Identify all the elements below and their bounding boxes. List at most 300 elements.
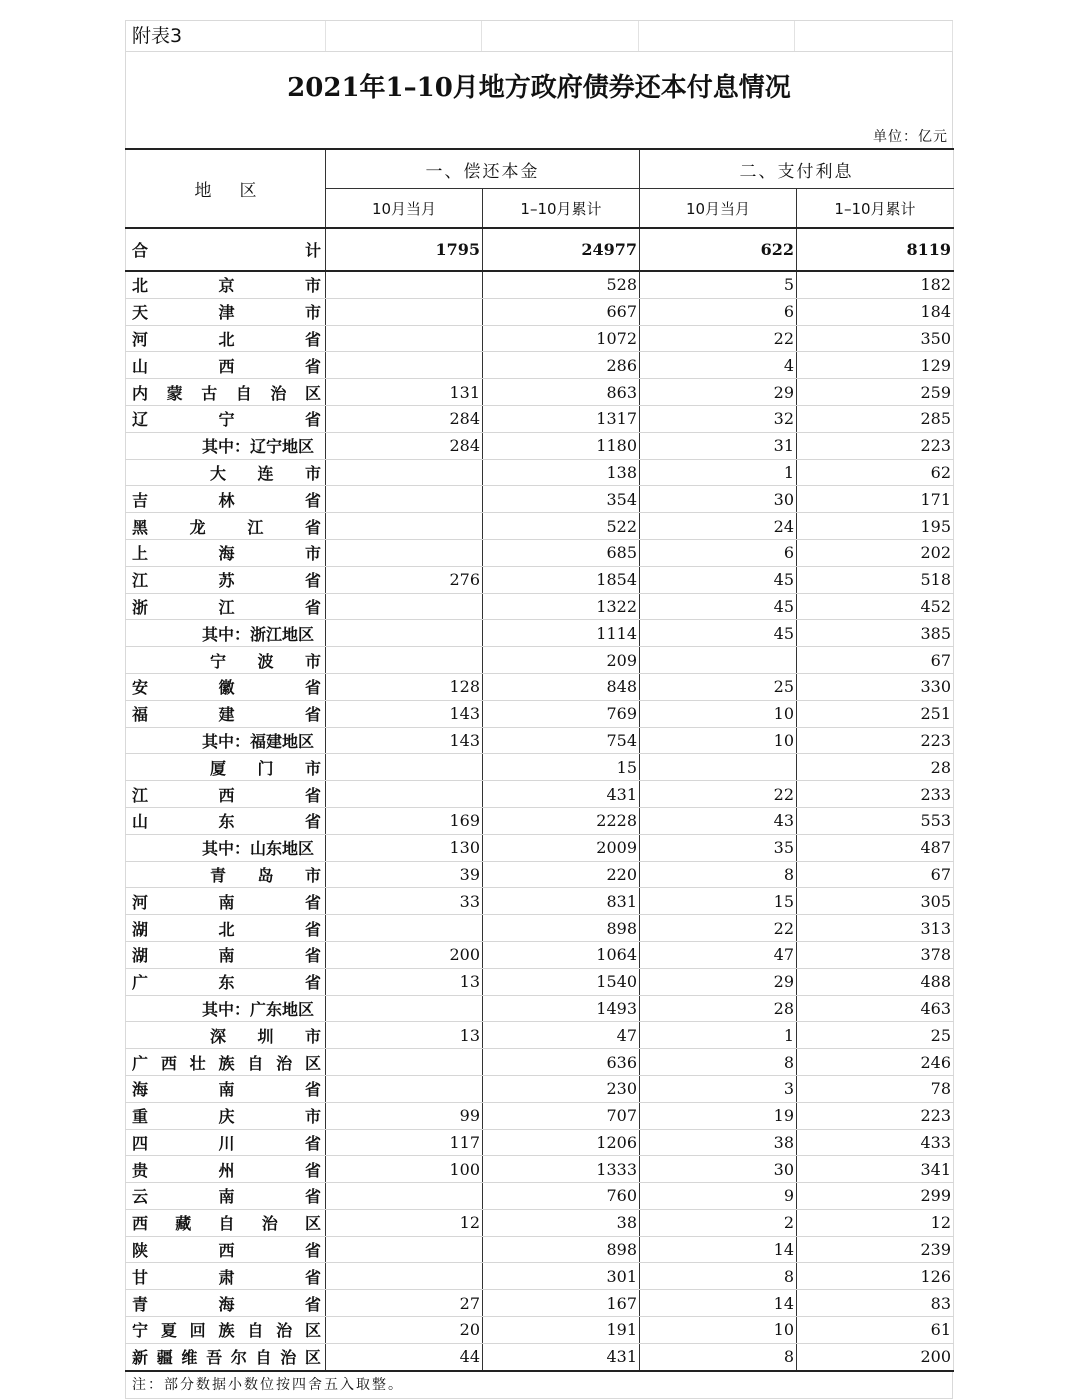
interest-cumulative-cell: 452	[797, 593, 954, 620]
region-name: 湖 南 省	[132, 946, 321, 966]
interest-cumulative-cell: 350	[797, 325, 954, 352]
principal-month-cell	[326, 486, 483, 513]
principal-month-cell	[326, 754, 483, 781]
table-row	[126, 888, 954, 915]
region-name-cell	[126, 1075, 326, 1102]
principal-month-cell	[326, 352, 483, 379]
unit-row	[125, 124, 953, 148]
region-name: 广 西 壮 族 自 治 区	[132, 1053, 321, 1073]
principal-month-cell	[326, 271, 483, 298]
table-row	[126, 915, 954, 942]
principal-cumulative-cell: 636	[483, 1049, 640, 1076]
interest-cumulative-header: 1–10月累计	[797, 189, 954, 229]
region-name-cell	[126, 459, 326, 486]
region-name-cell	[126, 915, 326, 942]
region-name: 山 西 省	[132, 356, 321, 376]
principal-cumulative-cell: 220	[483, 861, 640, 888]
interest-month-cell: 45	[640, 566, 797, 593]
region-name: 甘 肃 省	[132, 1267, 321, 1287]
interest-cumulative-cell: 251	[797, 700, 954, 727]
interest-cumulative-cell: 285	[797, 405, 954, 432]
interest-month-cell: 8	[640, 1343, 797, 1370]
principal-month-cell	[326, 1183, 483, 1210]
region-name: 云 南 省	[132, 1187, 321, 1207]
principal-month-cell	[326, 995, 483, 1022]
table-row	[126, 325, 954, 352]
principal-month-header: 10月当月	[326, 189, 483, 229]
region-name-cell	[126, 271, 326, 298]
principal-cumulative-cell: 1317	[483, 405, 640, 432]
interest-month-cell: 45	[640, 620, 797, 647]
interest-month-cell: 35	[640, 834, 797, 861]
region-name-cell	[126, 486, 326, 513]
table-row	[126, 620, 954, 647]
table-row	[126, 727, 954, 754]
region-name: 西 藏 自 治 区	[132, 1214, 321, 1234]
region-name: 陕 西 省	[132, 1241, 321, 1261]
region-name-cell	[126, 807, 326, 834]
principal-month-cell: 284	[326, 405, 483, 432]
interest-cumulative-cell: 433	[797, 1129, 954, 1156]
table-row	[126, 352, 954, 379]
interest-month-cell	[640, 754, 797, 781]
region-name: 浙 江 省	[132, 597, 321, 617]
principal-month-cell: 117	[326, 1129, 483, 1156]
interest-month-cell: 24	[640, 513, 797, 540]
principal-month-cell	[326, 539, 483, 566]
principal-cumulative-cell: 431	[483, 1343, 640, 1370]
interest-cumulative-cell: 239	[797, 1236, 954, 1263]
principal-cumulative-cell: 1493	[483, 995, 640, 1022]
interest-cumulative-cell: 61	[797, 1317, 954, 1344]
principal-month-cell	[326, 1075, 483, 1102]
principal-cumulative-cell: 191	[483, 1317, 640, 1344]
interest-month-cell: 1	[640, 459, 797, 486]
interest-cumulative-cell: 385	[797, 620, 954, 647]
region-name-cell	[126, 1156, 326, 1183]
sheet-label: 附表3	[132, 25, 183, 47]
region-name-cell	[126, 1317, 326, 1344]
interest-month-cell: 43	[640, 807, 797, 834]
table-row	[126, 754, 954, 781]
interest-month-cell: 14	[640, 1290, 797, 1317]
region-name-cell	[126, 968, 326, 995]
interest-cumulative-cell: 378	[797, 941, 954, 968]
principal-month-cell	[326, 298, 483, 325]
principal-cumulative-cell: 1333	[483, 1156, 640, 1183]
interest-cumulative-cell: 259	[797, 379, 954, 406]
interest-month-cell: 47	[640, 941, 797, 968]
region-name-cell	[126, 566, 326, 593]
region-name-cell	[126, 727, 326, 754]
principal-month-cell: 169	[326, 807, 483, 834]
principal-cumulative-cell: 685	[483, 539, 640, 566]
interest-month-cell: 4	[640, 352, 797, 379]
table-row	[126, 566, 954, 593]
interest-month-cell: 2	[640, 1209, 797, 1236]
empty-cell	[639, 21, 796, 51]
interest-month-cell: 3	[640, 1075, 797, 1102]
table-row	[126, 271, 954, 298]
principal-cumulative-cell: 898	[483, 1236, 640, 1263]
spreadsheet	[125, 20, 953, 1399]
interest-cumulative-cell: 233	[797, 781, 954, 808]
interest-cumulative-cell: 182	[797, 271, 954, 298]
principal-month-cell	[326, 620, 483, 647]
region-name: 上 海 市	[132, 544, 321, 564]
region-name: 福 建 省	[132, 705, 321, 725]
interest-month-cell: 32	[640, 405, 797, 432]
principal-cumulative-cell: 1064	[483, 941, 640, 968]
table-row	[126, 647, 954, 674]
region-name-cell	[126, 1129, 326, 1156]
region-name-cell	[126, 593, 326, 620]
principal-month-cell	[326, 1263, 483, 1290]
interest-cumulative-cell: 126	[797, 1263, 954, 1290]
interest-month-cell: 5	[640, 271, 797, 298]
region-name-cell	[126, 352, 326, 379]
principal-cumulative-cell: 138	[483, 459, 640, 486]
total-interest-month: 622	[640, 228, 797, 271]
principal-month-cell	[326, 1236, 483, 1263]
interest-month-cell: 22	[640, 915, 797, 942]
principal-cumulative-cell: 1206	[483, 1129, 640, 1156]
table-row	[126, 995, 954, 1022]
region-name-cell	[126, 995, 326, 1022]
principal-cumulative-cell: 1854	[483, 566, 640, 593]
table-row	[126, 861, 954, 888]
table-row	[126, 941, 954, 968]
interest-cumulative-cell: 83	[797, 1290, 954, 1317]
sheet-caption-row	[125, 20, 953, 52]
region-name-cell	[126, 432, 326, 459]
principal-month-cell: 200	[326, 941, 483, 968]
interest-month-cell: 1	[640, 1022, 797, 1049]
interest-cumulative-cell: 195	[797, 513, 954, 540]
table-row	[126, 1129, 954, 1156]
interest-group-header: 二、支付利息	[640, 149, 954, 189]
interest-cumulative-cell: 184	[797, 298, 954, 325]
table-row	[126, 459, 954, 486]
principal-month-cell	[326, 325, 483, 352]
interest-month-cell: 14	[640, 1236, 797, 1263]
interest-month-cell: 8	[640, 861, 797, 888]
interest-cumulative-cell: 341	[797, 1156, 954, 1183]
interest-month-cell: 29	[640, 968, 797, 995]
principal-month-cell: 128	[326, 673, 483, 700]
principal-month-cell	[326, 459, 483, 486]
interest-cumulative-cell: 305	[797, 888, 954, 915]
interest-month-cell: 30	[640, 1156, 797, 1183]
interest-month-cell: 10	[640, 1317, 797, 1344]
principal-month-cell: 39	[326, 861, 483, 888]
table-row	[126, 513, 954, 540]
region-name-cell	[126, 513, 326, 540]
principal-month-cell: 284	[326, 432, 483, 459]
region-name: 宁 夏 回 族 自 治 区	[132, 1321, 321, 1341]
region-name-cell	[126, 1263, 326, 1290]
interest-cumulative-cell: 487	[797, 834, 954, 861]
table-row	[126, 1263, 954, 1290]
interest-month-cell: 45	[640, 593, 797, 620]
principal-month-cell: 143	[326, 700, 483, 727]
region-name-cell	[126, 1049, 326, 1076]
interest-cumulative-cell: 330	[797, 673, 954, 700]
principal-month-cell: 130	[326, 834, 483, 861]
interest-month-cell: 6	[640, 539, 797, 566]
table-row	[126, 807, 954, 834]
table-body	[126, 228, 954, 1371]
region-header: 地区	[126, 149, 326, 228]
table-row	[126, 379, 954, 406]
total-row	[126, 228, 954, 271]
region-name-cell	[126, 1290, 326, 1317]
table-row	[126, 1317, 954, 1344]
table-row	[126, 405, 954, 432]
footnote: 注：部分数据小数位按四舍五入取整。	[125, 1372, 953, 1399]
principal-cumulative-cell: 167	[483, 1290, 640, 1317]
interest-cumulative-cell: 313	[797, 915, 954, 942]
interest-cumulative-cell: 518	[797, 566, 954, 593]
region-name: 江 苏 省	[132, 571, 321, 591]
table-row	[126, 593, 954, 620]
region-name: 厦 门 市	[210, 758, 321, 778]
interest-cumulative-cell: 129	[797, 352, 954, 379]
region-name-cell	[126, 647, 326, 674]
region-name: 其中：浙江地区	[202, 624, 315, 644]
total-name-cell	[126, 228, 326, 271]
interest-month-cell: 29	[640, 379, 797, 406]
table-row	[126, 1290, 954, 1317]
interest-cumulative-cell: 223	[797, 432, 954, 459]
interest-cumulative-cell: 246	[797, 1049, 954, 1076]
principal-cumulative-cell: 1114	[483, 620, 640, 647]
table-row	[126, 1183, 954, 1210]
principal-cumulative-cell: 522	[483, 513, 640, 540]
interest-month-cell: 8	[640, 1049, 797, 1076]
debt-table	[125, 148, 954, 1372]
interest-month-cell: 6	[640, 298, 797, 325]
principal-month-cell	[326, 781, 483, 808]
total-name: 合 计	[132, 241, 321, 260]
principal-cumulative-cell: 898	[483, 915, 640, 942]
interest-month-cell: 38	[640, 1129, 797, 1156]
principal-month-cell: 131	[326, 379, 483, 406]
region-name-cell	[126, 834, 326, 861]
region-name: 吉 林 省	[132, 490, 321, 510]
interest-cumulative-cell: 171	[797, 486, 954, 513]
interest-cumulative-cell: 200	[797, 1343, 954, 1370]
region-name-cell	[126, 673, 326, 700]
principal-cumulative-cell: 707	[483, 1102, 640, 1129]
principal-cumulative-cell: 1180	[483, 432, 640, 459]
interest-month-cell: 22	[640, 325, 797, 352]
region-name-cell	[126, 1022, 326, 1049]
region-name-cell	[126, 325, 326, 352]
table-row	[126, 1075, 954, 1102]
table-row	[126, 298, 954, 325]
table-row	[126, 834, 954, 861]
principal-cumulative-cell: 2228	[483, 807, 640, 834]
principal-month-cell: 20	[326, 1317, 483, 1344]
region-name: 山 东 省	[132, 812, 321, 832]
interest-cumulative-cell: 299	[797, 1183, 954, 1210]
region-name: 天 津 市	[132, 303, 321, 323]
principal-month-cell: 33	[326, 888, 483, 915]
region-name: 其中：山东地区	[202, 839, 315, 859]
principal-cumulative-cell: 1322	[483, 593, 640, 620]
table-row	[126, 968, 954, 995]
table-row	[126, 539, 954, 566]
principal-month-cell: 100	[326, 1156, 483, 1183]
interest-month-cell: 10	[640, 727, 797, 754]
table-row	[126, 1022, 954, 1049]
interest-month-cell: 31	[640, 432, 797, 459]
region-name: 青 海 省	[132, 1294, 321, 1314]
region-name-cell	[126, 781, 326, 808]
principal-cumulative-cell: 354	[483, 486, 640, 513]
interest-cumulative-cell: 463	[797, 995, 954, 1022]
region-name: 四 川 省	[132, 1133, 321, 1153]
interest-month-cell: 28	[640, 995, 797, 1022]
region-name-cell	[126, 861, 326, 888]
table-row	[126, 1049, 954, 1076]
principal-month-cell: 13	[326, 968, 483, 995]
principal-month-cell: 143	[326, 727, 483, 754]
region-name-cell	[126, 1209, 326, 1236]
interest-cumulative-cell: 67	[797, 861, 954, 888]
interest-cumulative-cell: 488	[797, 968, 954, 995]
table-row	[126, 1209, 954, 1236]
region-name-cell	[126, 298, 326, 325]
region-name-cell	[126, 379, 326, 406]
region-name-cell	[126, 405, 326, 432]
principal-cumulative-cell: 831	[483, 888, 640, 915]
principal-cumulative-cell: 1072	[483, 325, 640, 352]
region-name: 广 东 省	[132, 973, 321, 993]
table-row	[126, 1102, 954, 1129]
region-name: 海 南 省	[132, 1080, 321, 1100]
interest-month-cell: 10	[640, 700, 797, 727]
principal-cumulative-cell: 431	[483, 781, 640, 808]
interest-month-cell: 8	[640, 1263, 797, 1290]
region-name: 北 京 市	[132, 276, 321, 296]
principal-cumulative-cell: 209	[483, 647, 640, 674]
table-row	[126, 700, 954, 727]
interest-month-cell: 30	[640, 486, 797, 513]
interest-month-cell: 19	[640, 1102, 797, 1129]
region-name: 重 庆 市	[132, 1107, 321, 1127]
interest-cumulative-cell: 28	[797, 754, 954, 781]
region-name-cell	[126, 1102, 326, 1129]
region-name: 青 岛 市	[210, 865, 321, 885]
region-name: 河 南 省	[132, 892, 321, 912]
principal-cumulative-cell: 15	[483, 754, 640, 781]
sheet-label-cell	[125, 21, 326, 51]
region-name: 黑 龙 江 省	[132, 517, 321, 537]
principal-month-cell	[326, 593, 483, 620]
principal-month-cell	[326, 915, 483, 942]
region-name: 其中：辽宁地区	[202, 437, 315, 457]
total-principal-cumulative: 24977	[483, 228, 640, 271]
region-name: 其中：广东地区	[202, 999, 315, 1019]
region-name: 河 北 省	[132, 329, 321, 349]
interest-cumulative-cell: 78	[797, 1075, 954, 1102]
region-name: 安 徽 省	[132, 678, 321, 698]
interest-cumulative-cell: 62	[797, 459, 954, 486]
principal-month-cell: 99	[326, 1102, 483, 1129]
principal-cumulative-cell: 1540	[483, 968, 640, 995]
interest-month-cell	[640, 647, 797, 674]
table-row	[126, 781, 954, 808]
interest-month-cell: 22	[640, 781, 797, 808]
region-name: 江 西 省	[132, 785, 321, 805]
interest-cumulative-cell: 223	[797, 727, 954, 754]
table-row	[126, 432, 954, 459]
table-row	[126, 1343, 954, 1370]
region-name-cell	[126, 1343, 326, 1370]
table-row	[126, 486, 954, 513]
region-name: 贵 州 省	[132, 1160, 321, 1180]
principal-month-cell: 44	[326, 1343, 483, 1370]
principal-month-cell: 13	[326, 1022, 483, 1049]
table-title: 2021年1–10月地方政府债券还本付息情况	[125, 52, 953, 124]
principal-month-cell	[326, 647, 483, 674]
empty-cell	[482, 21, 639, 51]
total-interest-cumulative: 8119	[797, 228, 954, 271]
empty-cell	[795, 21, 953, 51]
principal-cumulative-cell: 667	[483, 298, 640, 325]
region-name: 宁 波 市	[210, 651, 321, 671]
region-name-cell	[126, 1183, 326, 1210]
region-name: 辽 宁 省	[132, 410, 321, 430]
interest-month-cell: 9	[640, 1183, 797, 1210]
region-name-cell	[126, 620, 326, 647]
region-name-cell	[126, 1236, 326, 1263]
principal-cumulative-cell: 760	[483, 1183, 640, 1210]
interest-month-cell: 25	[640, 673, 797, 700]
interest-cumulative-cell: 553	[797, 807, 954, 834]
principal-cumulative-cell: 38	[483, 1209, 640, 1236]
interest-cumulative-cell: 25	[797, 1022, 954, 1049]
unit-label: 单位：亿元	[873, 129, 948, 145]
principal-cumulative-cell: 286	[483, 352, 640, 379]
principal-month-cell: 27	[326, 1290, 483, 1317]
region-name-cell	[126, 888, 326, 915]
table-row	[126, 1156, 954, 1183]
region-name: 其中：福建地区	[202, 731, 315, 751]
region-name-cell	[126, 700, 326, 727]
region-name: 深 圳 市	[210, 1026, 321, 1046]
region-name: 大 连 市	[210, 463, 321, 483]
principal-cumulative-cell: 301	[483, 1263, 640, 1290]
region-name: 新 疆 维 吾 尔 自 治 区	[132, 1348, 321, 1368]
principal-cumulative-header: 1–10月累计	[483, 189, 640, 229]
principal-cumulative-cell: 863	[483, 379, 640, 406]
principal-group-header: 一、偿还本金	[326, 149, 640, 189]
interest-month-cell: 15	[640, 888, 797, 915]
principal-cumulative-cell: 754	[483, 727, 640, 754]
principal-cumulative-cell: 2009	[483, 834, 640, 861]
region-name-cell	[126, 941, 326, 968]
table-row	[126, 1236, 954, 1263]
total-principal-month: 1795	[326, 228, 483, 271]
region-name: 内 蒙 古 自 治 区	[132, 383, 321, 403]
interest-cumulative-cell: 202	[797, 539, 954, 566]
interest-cumulative-cell: 223	[797, 1102, 954, 1129]
interest-month-header: 10月当月	[640, 189, 797, 229]
principal-cumulative-cell: 47	[483, 1022, 640, 1049]
